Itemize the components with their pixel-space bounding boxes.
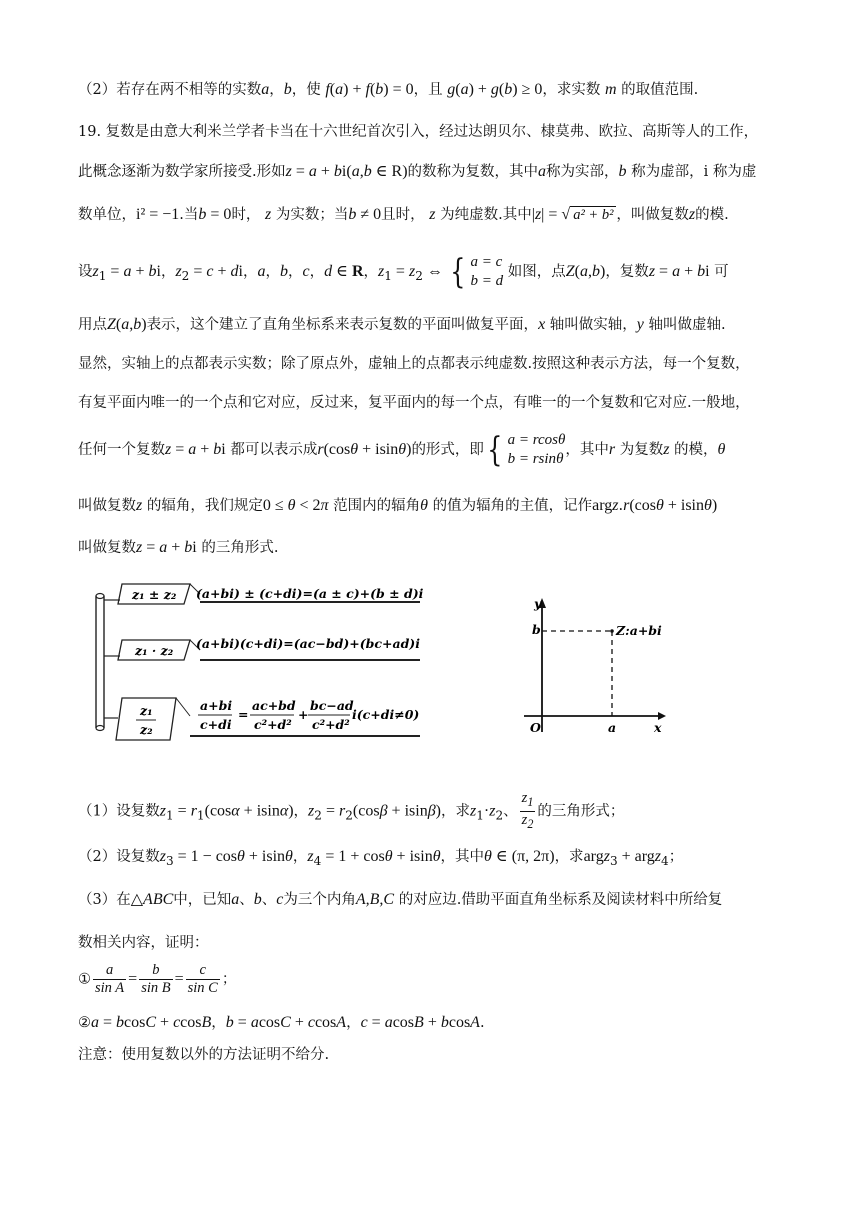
q19-line-3: 数单位，i² = −1.当b = 0时， z 为实数；当b ≠ 0且时， z 为纯虚数.其中|z| = √ a² + b² ，叫做复数z的模. bbox=[78, 206, 729, 223]
formula-2-text: (a+bi)(c+di)=(ac−bd)+(bc+ad)i bbox=[196, 636, 420, 651]
q19-line-8: 任何一个复数z = a + bi 都可以表示成r(cosθ + isinθ)的形式，即{ a = rcosθ b = rsinθ，其中r 为复数z 的模，θ bbox=[78, 430, 726, 470]
subq-2: （2）设复数$z_3 = 1 - \cos\theta + isin\theta$，$z_4 = 1 + \cos\theta + isin\theta$，其中θ ∈ (π, 2π)，求argz$_3$ + argz$_4$； bbox=[78, 848, 684, 868]
svg-text:+: + bbox=[298, 707, 309, 722]
subq-3-cont: 数相关内容，证明： bbox=[78, 935, 209, 951]
origin-label: O bbox=[530, 720, 541, 735]
tag-3-num: z₁ bbox=[140, 703, 153, 718]
tag-3-den: z₂ bbox=[140, 722, 153, 737]
tag-2-text: z₁ · z₂ bbox=[135, 643, 174, 658]
claim-1: ① $\frac{a}{\text{sin A}}$ = $\frac{b}{\text{sin B}}$ = $\frac{c}{\text{sin C}}$ ； bbox=[78, 962, 237, 996]
svg-text:=: = bbox=[238, 707, 249, 722]
a-label: a bbox=[608, 720, 617, 735]
lhs-num: a+bi bbox=[200, 698, 233, 713]
t1-num: ac+bd bbox=[252, 698, 296, 713]
t1-den: c²+d² bbox=[254, 717, 292, 732]
subq-1: （1）设复数$z_1 = r_1(\cos\alpha + isin\alpha)$，$z_2 = r_2(\cos\beta + isin\beta)$，求$z_1\cdot z_2$、 $\frac{z_1}{z_2}$ 的三角形式； bbox=[78, 790, 625, 831]
y-label: y bbox=[534, 596, 542, 611]
q19-line-9: 叫做复数z 的辐角，我们规定0 ≤ θ < 2π 范围内的辐角θ 的值为辐角的主值，记作argz.r(cosθ + isinθ) bbox=[78, 497, 718, 514]
z-label: Z:a+bi bbox=[616, 623, 662, 638]
question-number: 19. bbox=[78, 124, 102, 140]
point-z bbox=[610, 629, 614, 633]
x-arrow bbox=[658, 712, 666, 720]
subq-3: （3）在△ABC中，已知a、b、c为三个内角A,B,C 的对应边.借助平面直角坐标系及阅读材料中所给复 bbox=[78, 891, 723, 908]
q19-line-4: 设$z_1 = a$ + bi，$z_2 = c$ + di，a，b，c，d ∈ R，$z_1 = z_2$ ⇔ { a = c b = d 如图，点Z(a,b)，复数z = a + bi 可 bbox=[78, 252, 729, 292]
q19-line-1: 19. 复数是由意大利米兰学者卡当在十六世纪首次引入，经过达朗贝尔、棣莫弗、欧拉、高斯等人的工作， bbox=[78, 124, 759, 140]
prev-part-2: （2）若存在两不相等的实数a，b，使 f(a) + f(b) = 0，且 g(a) + g(b) ≥ 0，求实数 m 的取值范围. bbox=[78, 81, 699, 98]
claim-2: ②a = bcosC + ccosB，b = acosC + ccosA，c = acosB + bcosA. bbox=[78, 1014, 485, 1031]
q19-line-5: 用点Z(a,b)表示，这个建立了直角坐标系来表示复数的平面叫做复平面，x 轴叫做实轴，y 轴叫做虚轴. bbox=[78, 316, 726, 333]
tag-1-text: z₁ ± z₂ bbox=[132, 587, 177, 602]
t2-den: c²+d² bbox=[312, 717, 350, 732]
figure-tube bbox=[96, 596, 104, 728]
x-label: x bbox=[654, 720, 662, 735]
b-label: b bbox=[532, 622, 541, 637]
formula-1-text: (a+bi) ± (c+di)=(a ± c)+(b ± d)i bbox=[196, 586, 424, 601]
note: 注意：使用复数以外的方法证明不给分. bbox=[78, 1047, 330, 1063]
q19-line-2: 此概念逐渐为数学家所接受.形如z = a + bi(a,b ∈ R)的数称为复数，其中a称为实部，b 称为虚部，i 称为虚 bbox=[78, 163, 757, 180]
q19-line-6: 显然，实轴上的点都表示实数；除了原点外，虚轴上的点都表示纯虚数.按照这种表示方法，每一个复数， bbox=[78, 356, 750, 372]
q19-line-10: 叫做复数z = a + bi 的三角形式. bbox=[78, 539, 279, 556]
complex-operations-figure bbox=[90, 578, 435, 748]
t2-num: bc−ad bbox=[310, 698, 354, 713]
complex-plane-figure bbox=[520, 592, 670, 742]
q19-line-7: 有复平面内唯一的一个点和它对应，反过来，复平面内的每一个点，有唯一的一个复数和它对应.一般地， bbox=[78, 395, 750, 411]
tail-text: i(c+di≠0) bbox=[352, 707, 420, 722]
lhs-den: c+di bbox=[200, 717, 232, 732]
